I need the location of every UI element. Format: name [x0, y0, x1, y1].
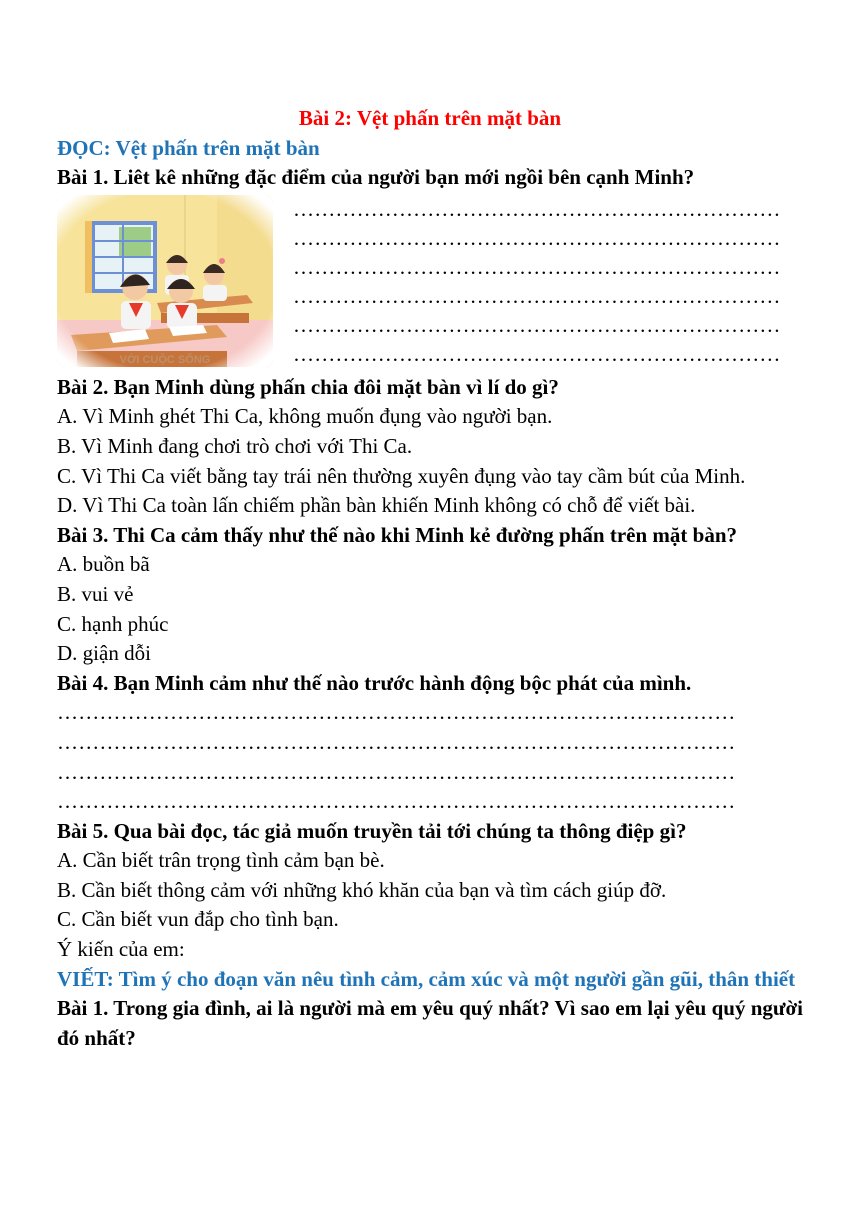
question-1-answer-lines: [293, 195, 803, 369]
opinion-label: Ý kiến của em:: [57, 937, 185, 962]
question-2-option-d[interactable]: D. Vì Thi Ca toàn lấn chiếm phần bàn khiến Minh không có chỗ để viết bài.: [57, 493, 696, 518]
question-2-label: Bài 2. Bạn Minh dùng phấn chia đôi mặt bàn vì lí do gì?: [57, 374, 559, 399]
answer-line[interactable]: ……………………………………………………………: [293, 312, 781, 337]
question-3-option-d[interactable]: D. giận dỗi: [57, 641, 151, 666]
answer-line[interactable]: ……………………………………………………………: [293, 225, 781, 250]
answer-line[interactable]: ……………………………………………………………: [293, 254, 781, 279]
question-5-option-b[interactable]: B. Cần biết thông cảm với những khó khăn của bạn và tìm cách giúp đỡ.: [57, 877, 667, 902]
question-1-label: Bài 1. Liêt kê những đặc điểm của người bạn mới ngồi bên cạnh Minh?: [57, 165, 695, 190]
worksheet-page: [57, 104, 803, 1053]
reading-section-heading: ĐỌC: Vệt phấn trên mặt bàn: [57, 135, 320, 160]
question-5-label: Bài 5. Qua bài đọc, tác giả muốn truyền tải tới chúng ta thông điệp gì?: [57, 818, 687, 843]
question-3-option-c[interactable]: C. hạnh phúc: [57, 611, 169, 636]
answer-line[interactable]: ……………………………………………………………………………………: [57, 700, 736, 725]
question-2-option-b[interactable]: B. Vì Minh đang chơi trò chơi với Thi Ca.: [57, 433, 413, 458]
question-4-label: Bài 4. Bạn Minh cảm như thế nào trước hành động bộc phát của mình.: [57, 670, 692, 695]
answer-line[interactable]: ……………………………………………………………: [293, 196, 781, 221]
question-5-option-a[interactable]: A. Cần biết trân trọng tình cảm bạn bè.: [57, 848, 385, 873]
writing-section-heading: VIẾT: Tìm ý cho đoạn văn nêu tình cảm, cảm xúc và một người gần gũi, thân thiết: [57, 966, 796, 991]
question-3-label: Bài 3. Thi Ca cảm thấy như thế nào khi Minh kẻ đường phấn trên mặt bàn?: [57, 522, 738, 547]
question-2-option-c[interactable]: C. Vì Thi Ca viết bằng tay trái nên thường xuyên đụng vào tay cầm bút của Minh.: [57, 463, 746, 488]
answer-line[interactable]: ……………………………………………………………: [293, 341, 781, 366]
lesson-title: Bài 2: Vệt phấn trên mặt bàn: [298, 106, 562, 130]
question-5-option-c[interactable]: C. Cần biết vun đắp cho tình bạn.: [57, 907, 339, 932]
answer-line[interactable]: ……………………………………………………………………………………: [57, 789, 736, 814]
question-3-option-b[interactable]: B. vui vẻ: [57, 581, 134, 606]
answer-line[interactable]: ……………………………………………………………………………………: [57, 759, 736, 784]
question-1-body: [57, 195, 803, 369]
classroom-illustration: [57, 195, 273, 367]
writing-question-1-label: Bài 1. Trong gia đình, ai là người mà em yêu quý nhất? Vì sao em lại yêu quý người đó nhất?: [57, 996, 803, 1050]
answer-line[interactable]: ……………………………………………………………………………………: [57, 729, 736, 754]
answer-line[interactable]: ……………………………………………………………: [293, 283, 781, 308]
svg-text:VỚI CUỘC SỐNG: VỚI CUỘC SỐNG: [119, 353, 211, 366]
question-2-option-a[interactable]: A. Vì Minh ghét Thi Ca, không muốn đụng vào người bạn.: [57, 404, 553, 429]
question-3-option-a[interactable]: A. buồn bã: [57, 552, 150, 577]
